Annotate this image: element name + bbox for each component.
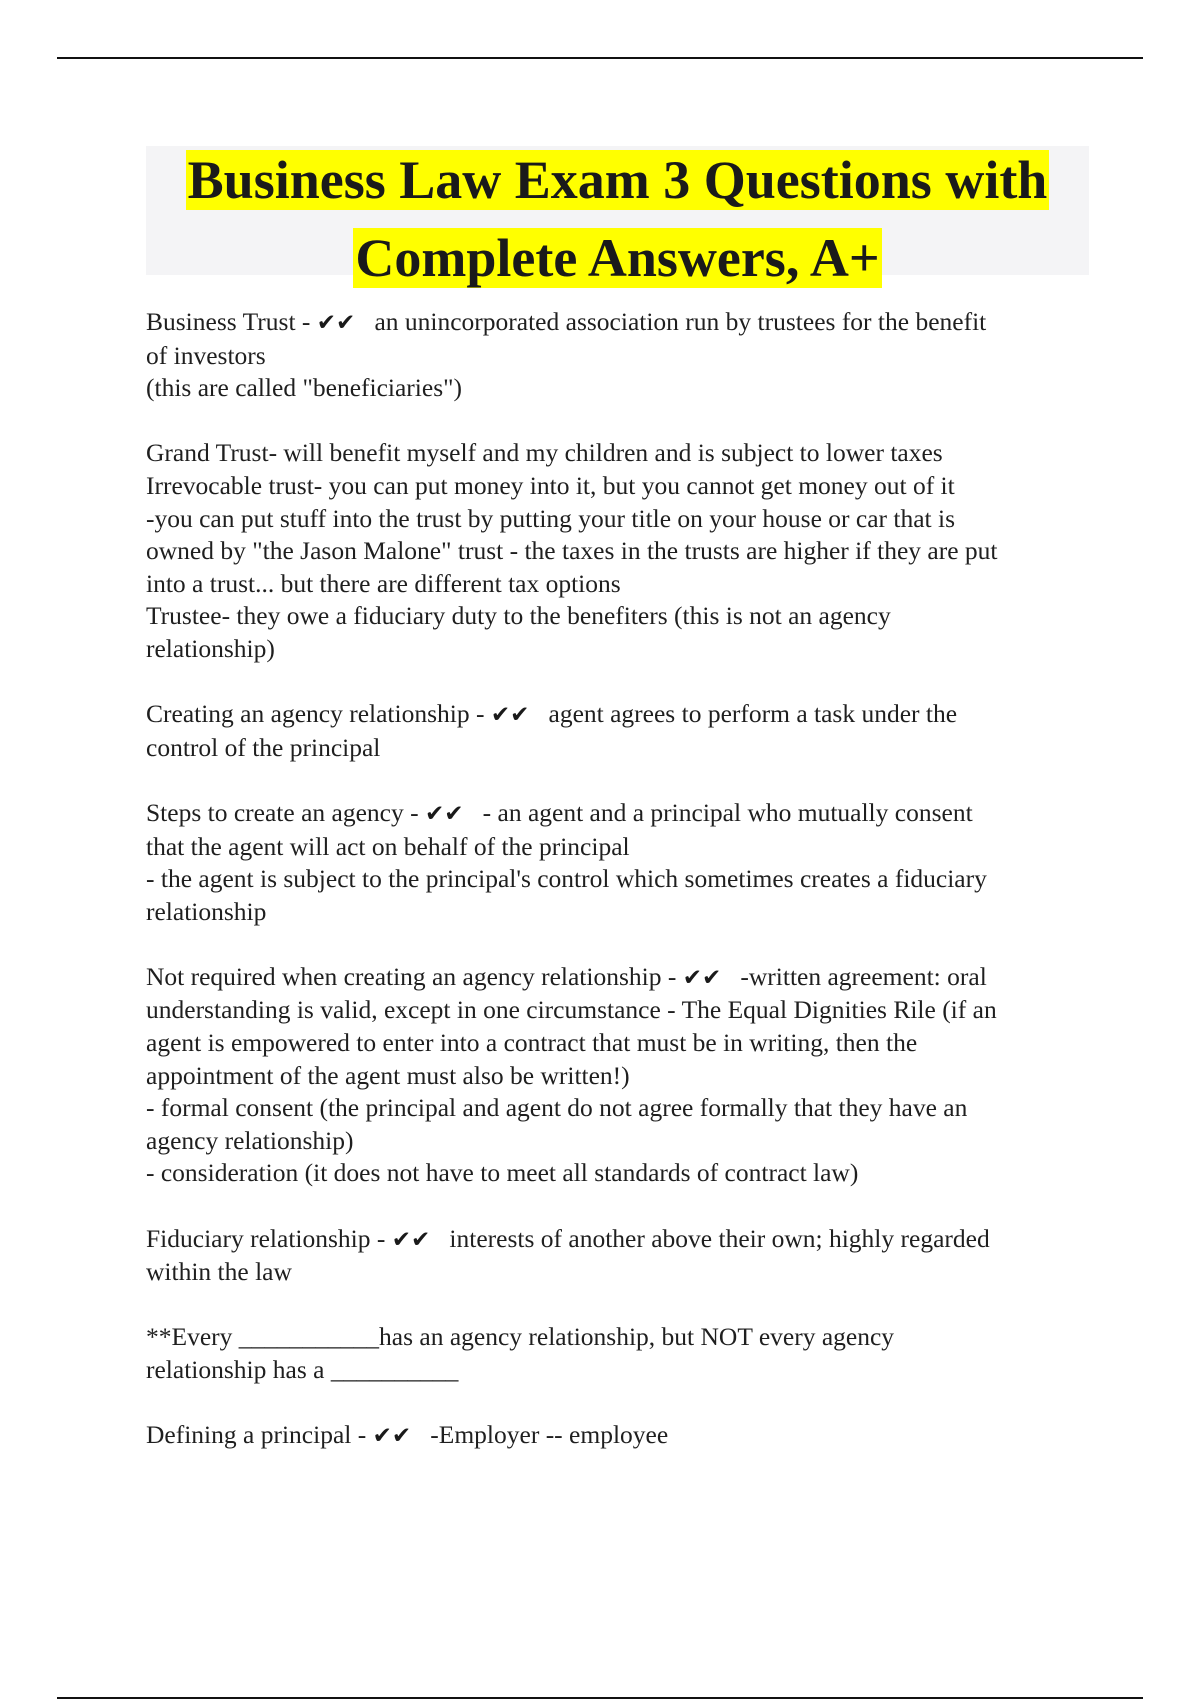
document-title-line-2: Complete Answers, A+ <box>355 228 880 288</box>
document-body <box>146 306 1096 1485</box>
term: Business Trust - <box>146 307 317 336</box>
definition-text: agent agrees to perform a task under the <box>548 699 958 729</box>
bottom-rule <box>57 1697 1143 1699</box>
definition-text: an unincorporated association run by trustees for the benefit <box>374 307 987 336</box>
text-line: Grand Trust- will benefit myself and my children and is subject to lower taxes <box>146 438 943 468</box>
text-line: relationship has a __________ <box>146 1355 459 1384</box>
definition-text: interests of another above their own; highly regarded <box>449 1223 990 1253</box>
text-line: - consideration (it does not have to meet all standards of contract law) <box>146 1158 859 1188</box>
text-line: relationship) <box>146 633 275 663</box>
top-rule <box>57 57 1143 59</box>
text-line: appointment of the agent must also be written!) <box>146 1060 630 1090</box>
term: Steps to create an agency - <box>146 797 425 827</box>
text-line: into a trust... but there are different tax options <box>146 568 621 598</box>
text-line: of investors <box>146 340 266 370</box>
entry-defining-principal <box>146 1419 1096 1453</box>
term: Fiduciary relationship - <box>146 1223 392 1253</box>
term: Not required when creating an agency relationship - <box>146 961 683 991</box>
text-line: control of the principal <box>146 732 381 762</box>
text-line: within the law <box>146 1257 292 1287</box>
check-mark-icon: ✔✔ <box>391 1226 431 1253</box>
entry-grand-trust <box>146 437 1096 665</box>
entry-not-required <box>146 961 1096 1190</box>
text-line: - the agent is subject to the principal's control which sometimes creates a fiduciary <box>146 864 987 894</box>
text-line: understanding is valid, except in one circumstance - The Equal Dignities Rile (if an <box>146 995 997 1025</box>
entry-creating-agency <box>146 698 1096 764</box>
document-title-line-1: Business Law Exam 3 Questions with <box>187 150 1048 210</box>
term: Creating an agency relationship - <box>146 699 491 729</box>
text-line: owned by "the Jason Malone" trust - the taxes in the trusts are higher if they are put <box>146 536 998 566</box>
text-line: relationship <box>146 896 267 926</box>
text-line: agency relationship) <box>146 1125 354 1155</box>
check-mark-icon: ✔✔ <box>490 702 530 729</box>
text-line: -you can put stuff into the trust by putting your title on your house or car that is <box>146 503 956 533</box>
definition-text: - an agent and a principal who mutually consent <box>482 797 973 827</box>
text-line: Trustee- they owe a fiduciary duty to the benefiters (this is not an agency <box>146 601 891 631</box>
title-box <box>146 146 1089 288</box>
entry-fiduciary <box>146 1223 1096 1289</box>
text-line: (this are called "beneficiaries") <box>146 373 463 403</box>
term: Defining a principal - <box>146 1420 373 1450</box>
check-mark-icon: ✔✔ <box>682 964 722 991</box>
text-line: agent is empowered to enter into a contract that must be in writing, then the <box>146 1028 918 1058</box>
entry-every-blank <box>146 1321 1096 1386</box>
check-mark-icon: ✔✔ <box>372 1423 412 1450</box>
text-line: - formal consent (the principal and agent do not agree formally that they have an <box>146 1093 968 1123</box>
check-mark-icon: ✔✔ <box>424 800 464 827</box>
entry-business-trust <box>146 306 1096 405</box>
text-line: Irrevocable trust- you can put money into it, but you cannot get money out of it <box>146 470 955 500</box>
definition-text: -written agreement: oral <box>740 961 987 991</box>
text-line: **Every ___________has an agency relationship, but NOT every agency <box>146 1322 895 1352</box>
check-mark-icon: ✔✔ <box>316 310 356 336</box>
text-line: that the agent will act on behalf of the principal <box>146 831 630 861</box>
entry-steps-agency <box>146 797 1096 928</box>
definition-text: -Employer -- employee <box>430 1420 669 1450</box>
